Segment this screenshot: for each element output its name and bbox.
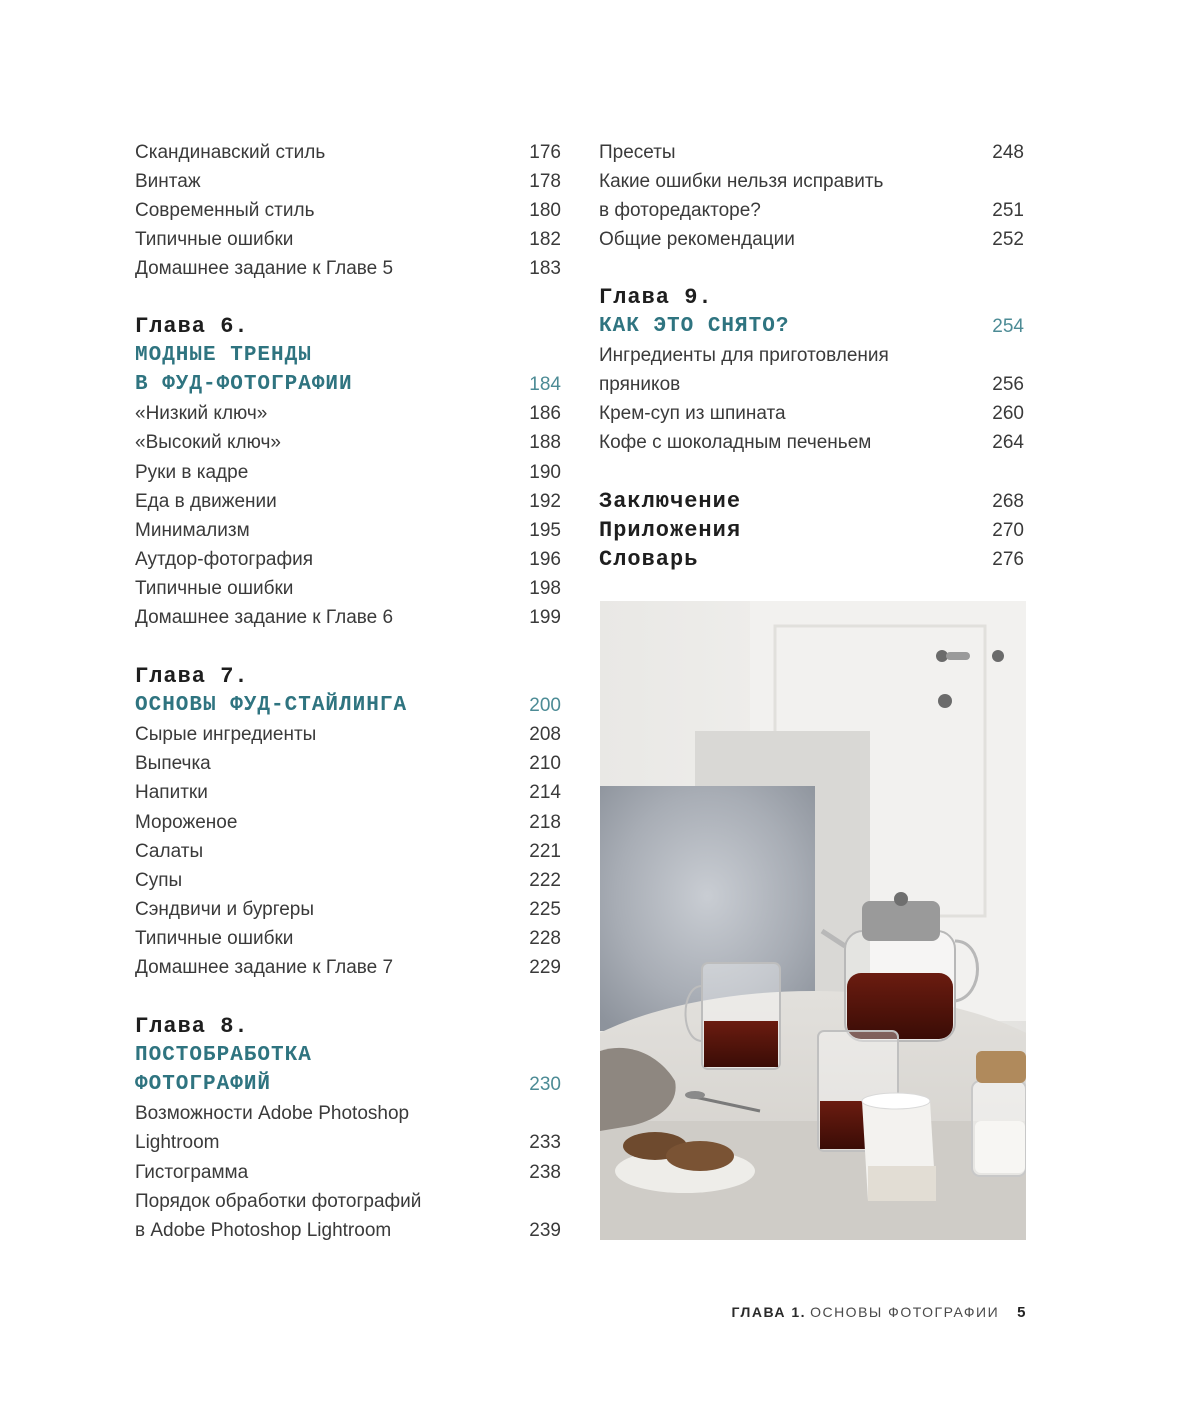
- chapter-7-label: Глава 7.: [135, 664, 249, 689]
- toc-entry[interactable]: [599, 196, 1024, 225]
- toc-entry-title: Кофе с шоколадным печеньем: [599, 431, 872, 453]
- toc-entry-title: пряников: [599, 373, 681, 395]
- toc-entry-page: 178: [529, 170, 561, 192]
- chapter-9-label: Глава 9.: [599, 285, 713, 310]
- toc-section-title: Приложения: [599, 518, 742, 543]
- toc-entry-title: Гистограмма: [135, 1161, 249, 1183]
- toc-entry[interactable]: [135, 924, 561, 953]
- chapter-8-label: Глава 8.: [135, 1014, 249, 1039]
- toc-section-glossary[interactable]: [599, 545, 1024, 574]
- toc-entry-title: Lightroom: [135, 1131, 220, 1153]
- chapter-9-page: 254: [992, 315, 1024, 337]
- toc-entry-page: 195: [529, 519, 561, 541]
- toc-entry-title: Порядок обработки фотографий: [135, 1190, 422, 1212]
- toc-entry-title: Минимализм: [135, 519, 250, 541]
- toc-entry[interactable]: [135, 487, 561, 516]
- toc-entry[interactable]: [135, 720, 561, 749]
- chapter-6-title-line2[interactable]: [135, 370, 561, 399]
- toc-entry-page: 229: [529, 956, 561, 978]
- toc-entry[interactable]: [135, 808, 561, 837]
- toc-entry-title: Современный стиль: [135, 199, 315, 221]
- toc-entry[interactable]: [135, 545, 561, 574]
- toc-entry-title: Руки в кадре: [135, 461, 249, 483]
- toc-section-appendices[interactable]: [599, 516, 1024, 545]
- toc-entry-title: Общие рекомендации: [599, 228, 795, 250]
- toc-entry-page: 221: [529, 840, 561, 862]
- toc-entry-page: 268: [992, 490, 1024, 512]
- toc-entry-page: 182: [529, 228, 561, 250]
- toc-entry[interactable]: [599, 225, 1024, 254]
- chapter-title-text: ПОСТОБРАБОТКА: [135, 1044, 312, 1067]
- toc-entry-title: Типичные ошибки: [135, 577, 294, 599]
- footer-chapter-name: ОСНОВЫ ФОТОГРАФИИ: [810, 1304, 1000, 1320]
- photo-illustration: [600, 601, 1026, 1240]
- toc-entry-page: 248: [992, 141, 1024, 163]
- toc-entry[interactable]: [599, 399, 1024, 428]
- toc-entry-page: 251: [992, 199, 1024, 221]
- toc-entry-title: Выпечка: [135, 752, 211, 774]
- toc-entry-title: Крем-суп из шпината: [599, 402, 786, 424]
- toc-entry-page: 180: [529, 199, 561, 221]
- toc-entry-page: 222: [529, 869, 561, 891]
- toc-entry-line1[interactable]: [135, 1099, 561, 1128]
- toc-section-title: Заключение: [599, 489, 742, 514]
- toc-entry[interactable]: [135, 516, 561, 545]
- chapter-8-page: 230: [529, 1073, 561, 1095]
- toc-entry-page: 210: [529, 752, 561, 774]
- toc-entry-title: Сырые ингредиенты: [135, 723, 317, 745]
- toc-entry[interactable]: [135, 895, 561, 924]
- chapter-title-text: ФОТОГРАФИЙ: [135, 1073, 272, 1096]
- toc-entry[interactable]: [135, 603, 561, 632]
- footer-chapter: ГЛАВА 1.: [731, 1304, 807, 1320]
- toc-entry[interactable]: [135, 1158, 561, 1187]
- toc-entry[interactable]: [135, 254, 561, 283]
- toc-entry-title: Какие ошибки нельзя исправить: [599, 170, 884, 192]
- toc-entry-page: 270: [992, 519, 1024, 541]
- toc-entry-title: Ингредиенты для приготовления: [599, 344, 889, 366]
- toc-entry-page: 199: [529, 606, 561, 628]
- toc-entry-page: 196: [529, 548, 561, 570]
- toc-entry[interactable]: [135, 866, 561, 895]
- toc-entry[interactable]: [135, 749, 561, 778]
- chapter-8-title-line2[interactable]: [135, 1070, 561, 1099]
- toc-entry-title: Типичные ошибки: [135, 927, 294, 949]
- toc-section-title: Словарь: [599, 547, 699, 572]
- toc-entry-page: 276: [992, 548, 1024, 570]
- toc-entry-title: Пресеты: [599, 141, 676, 163]
- chapter-8-title-line1[interactable]: [135, 1041, 561, 1070]
- toc-entry[interactable]: [599, 428, 1024, 457]
- toc-entry-page: 225: [529, 898, 561, 920]
- chapter-title-text: МОДНЫЕ ТРЕНДЫ: [135, 344, 312, 367]
- toc-entry[interactable]: [135, 399, 561, 428]
- toc-entry-title: «Низкий ключ»: [135, 402, 268, 424]
- toc-entry[interactable]: [135, 1216, 561, 1245]
- toc-entry-title: Домашнее задание к Главе 6: [135, 606, 394, 628]
- toc-entry-title: Сэндвичи и бургеры: [135, 898, 315, 920]
- toc-entry-line1[interactable]: [599, 167, 1024, 196]
- toc-entry-title: в фоторедакторе?: [599, 199, 761, 221]
- toc-entry-page: 256: [992, 373, 1024, 395]
- teapot-with-tea-cups-and-cookies-photo: [600, 601, 1026, 1240]
- toc-entry-page: 260: [992, 402, 1024, 424]
- toc-entry[interactable]: [135, 428, 561, 457]
- running-footer: [731, 1301, 1027, 1323]
- toc-entry-title: Винтаж: [135, 170, 201, 192]
- toc-entry-page: 190: [529, 461, 561, 483]
- toc-entry-page: 186: [529, 402, 561, 424]
- toc-entry-title: Аутдор-фотография: [135, 548, 314, 570]
- chapter-7-page: 200: [529, 694, 561, 716]
- toc-entry[interactable]: [135, 778, 561, 807]
- toc-entry-page: 252: [992, 228, 1024, 250]
- chapter-6-label: Глава 6.: [135, 314, 249, 339]
- toc-entry-title: Домашнее задание к Главе 7: [135, 956, 394, 978]
- chapter-6-title-line1[interactable]: [135, 341, 561, 370]
- toc-entry-title: Напитки: [135, 781, 208, 803]
- toc-entry-title: «Высокий ключ»: [135, 431, 281, 453]
- toc-entry[interactable]: [599, 138, 1024, 167]
- toc-entry-page: 198: [529, 577, 561, 599]
- toc-entry-line1[interactable]: [135, 1187, 561, 1216]
- toc-entry[interactable]: [135, 837, 561, 866]
- page-number: 5: [1017, 1303, 1027, 1321]
- toc-entry[interactable]: [135, 167, 561, 196]
- toc-entry[interactable]: [135, 458, 561, 487]
- toc-entry-title: Домашнее задание к Главе 5: [135, 257, 394, 279]
- toc-entry-title: Скандинавский стиль: [135, 141, 326, 163]
- toc-entry-page: 228: [529, 927, 561, 949]
- toc-entry-page: 238: [529, 1161, 561, 1183]
- toc-entry[interactable]: [135, 196, 561, 225]
- toc-entry-page: 188: [529, 431, 561, 453]
- toc-entry-page: 183: [529, 257, 561, 279]
- chapter-9-title-line1[interactable]: [599, 312, 1024, 341]
- toc-section-conclusion[interactable]: [599, 487, 1024, 516]
- toc-entry-line1[interactable]: [599, 341, 1024, 370]
- toc-entry[interactable]: [135, 1128, 561, 1157]
- toc-entry-page: 176: [529, 141, 561, 163]
- toc-entry[interactable]: [599, 370, 1024, 399]
- chapter-6-page: 184: [529, 373, 561, 395]
- chapter-title-text: ОСНОВЫ ФУД-СТАЙЛИНГА: [135, 694, 408, 717]
- toc-entry-title: Типичные ошибки: [135, 228, 294, 250]
- toc-entry-page: 239: [529, 1219, 561, 1241]
- toc-entry-page: 264: [992, 431, 1024, 453]
- chapter-title-text: В ФУД-ФОТОГРАФИИ: [135, 373, 353, 396]
- toc-entry-page: 208: [529, 723, 561, 745]
- toc-entry-title: Супы: [135, 869, 183, 891]
- toc-entry[interactable]: [135, 225, 561, 254]
- toc-entry-page: 218: [529, 811, 561, 833]
- chapter-title-text: КАК ЭТО СНЯТО?: [599, 315, 790, 338]
- toc-entry-title: Возможности Adobe Photoshop: [135, 1102, 410, 1124]
- chapter-7-title-line1[interactable]: [135, 691, 561, 720]
- toc-entry-title: Салаты: [135, 840, 204, 862]
- toc-entry[interactable]: [135, 953, 561, 982]
- toc-entry[interactable]: [135, 138, 561, 167]
- toc-entry-page: 214: [529, 781, 561, 803]
- toc-entry-page: 233: [529, 1131, 561, 1153]
- toc-entry-title: Еда в движении: [135, 490, 277, 512]
- toc-entry-page: 192: [529, 490, 561, 512]
- toc-entry[interactable]: [135, 574, 561, 603]
- toc-entry-title: Мороженое: [135, 811, 238, 833]
- toc-entry-title: в Adobe Photoshop Lightroom: [135, 1219, 392, 1241]
